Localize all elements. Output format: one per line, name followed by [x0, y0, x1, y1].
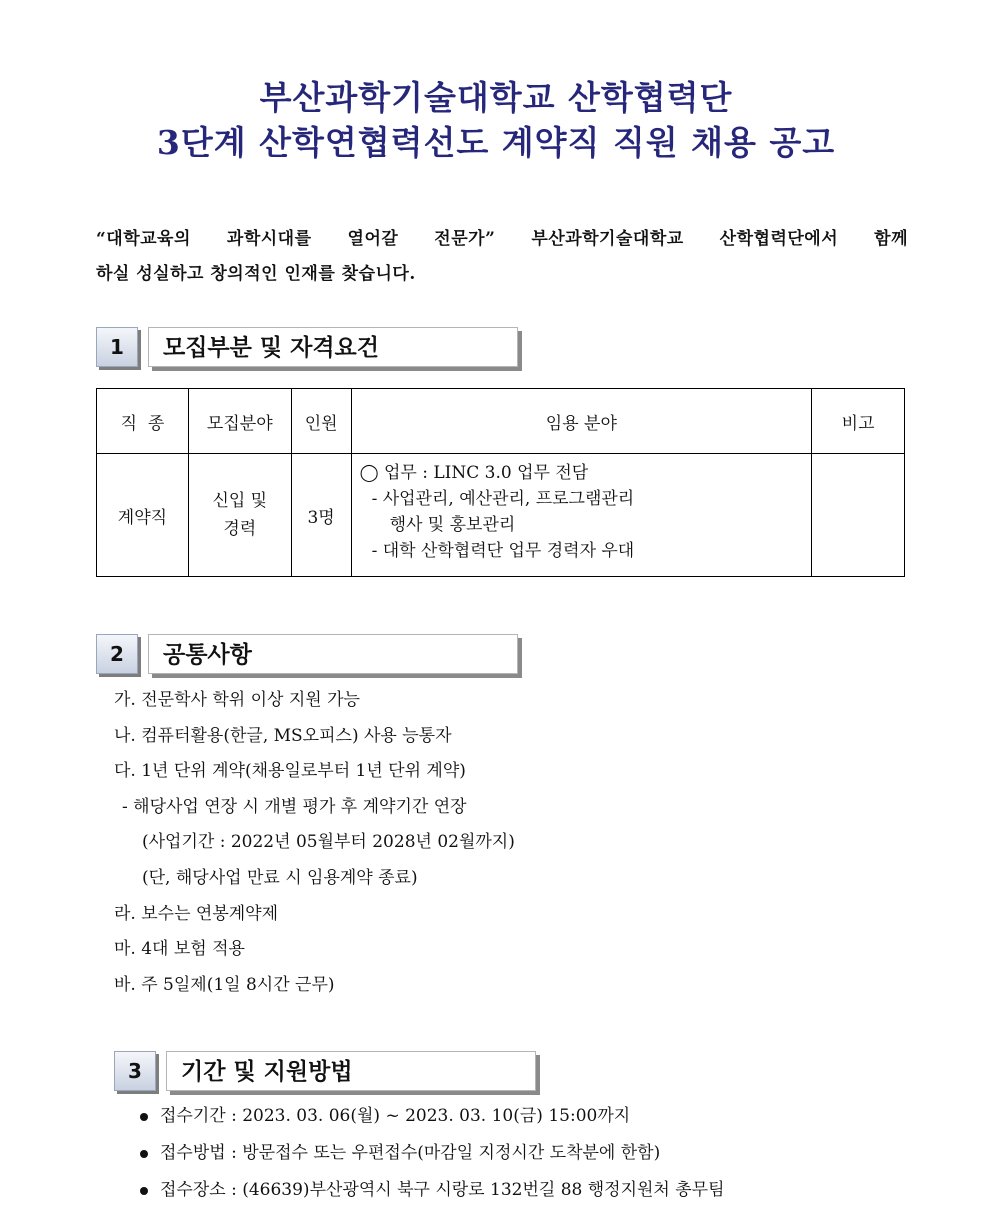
- header-job-type: 직 종: [97, 389, 189, 454]
- section-3-title: 기간 및 지원방법: [166, 1051, 536, 1091]
- cell-field-line-2: 경력: [223, 519, 257, 539]
- duty-line-4: - 대학 산학협력단 업무 경력자 우대: [371, 541, 635, 561]
- header-duty: 임용 분야: [351, 389, 812, 454]
- header-field: 모집분야: [188, 389, 291, 454]
- table-header-row: [97, 389, 905, 454]
- page-title-line-2: 3단계 산학연협력선도 계약직 직원 채용 공고: [156, 123, 836, 162]
- section-2-title: 공통사항: [148, 634, 518, 674]
- header-note: 비고: [812, 389, 905, 454]
- intro-text-line-1: “대학교육의 과학시대를 열어갈 전문가” 부산과학기술대학교 산학협력단에서 함께: [96, 229, 908, 249]
- header-count: 인원: [291, 389, 351, 454]
- section-2-number: 2: [96, 634, 138, 674]
- list-item: - 해당사업 연장 시 개별 평가 후 계약기간 연장: [122, 796, 467, 817]
- bullet-icon: [140, 1150, 148, 1158]
- list-item: (사업기간 : 2022년 05월부터 2028년 02월까지): [142, 832, 515, 853]
- list-item: [140, 1098, 725, 1135]
- duty-line-3: 행사 및 홍보관리: [389, 515, 516, 535]
- intro-text-line-2: 하실 성실하고 창의적인 인재를 찾습니다.: [96, 264, 416, 284]
- list-item-text: 접수장소 : (46639)부산광역시 북구 시랑로 132번길 88 행정지원처 총무팀: [160, 1180, 725, 1200]
- duty-line-1: ◯ 업무 : LINC 3.0 업무 전담: [359, 463, 589, 483]
- cell-note: [812, 454, 905, 577]
- list-item: 바. 주 5일제(1일 8시간 근무): [114, 974, 335, 995]
- bullet-icon: [140, 1113, 148, 1121]
- common-requirements-list: [114, 683, 515, 1003]
- cell-field-line-1: 신입 및: [212, 491, 268, 511]
- cell-count: 3명: [291, 454, 351, 577]
- cell-field: [188, 454, 291, 577]
- recruitment-table: [96, 388, 905, 577]
- list-item-text: 접수방법 : 방문접수 또는 우편접수(마감일 지정시간 도착분에 한함): [160, 1143, 661, 1163]
- list-item: [140, 1172, 725, 1209]
- section-3-number: 3: [114, 1051, 156, 1091]
- list-item: 가. 전문학사 학위 이상 지원 가능: [114, 690, 360, 710]
- list-item: 나. 컴퓨터활용(한글, MS오피스) 사용 능통자: [114, 725, 452, 746]
- section-1-number: 1: [96, 327, 138, 367]
- section-1-title: 모집부분 및 자격요건: [148, 327, 518, 367]
- duty-line-2: - 사업관리, 예산관리, 프로그램관리: [371, 489, 635, 509]
- cell-job-type: 계약직: [97, 454, 189, 577]
- list-item: [140, 1135, 725, 1172]
- page-title-line-1: 부산과학기술대학교 산학협력단: [259, 78, 733, 117]
- cell-duty: [351, 454, 812, 577]
- list-item: (단, 해당사업 만료 시 임용계약 종료): [142, 867, 418, 888]
- list-item: 다. 1년 단위 계약(채용일로부터 1년 단위 계약): [114, 761, 466, 782]
- list-item-text: 접수기간 : 2023. 03. 06(월) ~ 2023. 03. 10(금) 15:00까지: [160, 1106, 631, 1126]
- table-row: [97, 454, 905, 577]
- application-method-list: [140, 1098, 725, 1209]
- list-item: 라. 보수는 연봉계약제: [114, 903, 279, 924]
- list-item: 마. 4대 보험 적용: [114, 939, 245, 960]
- bullet-icon: [140, 1187, 148, 1195]
